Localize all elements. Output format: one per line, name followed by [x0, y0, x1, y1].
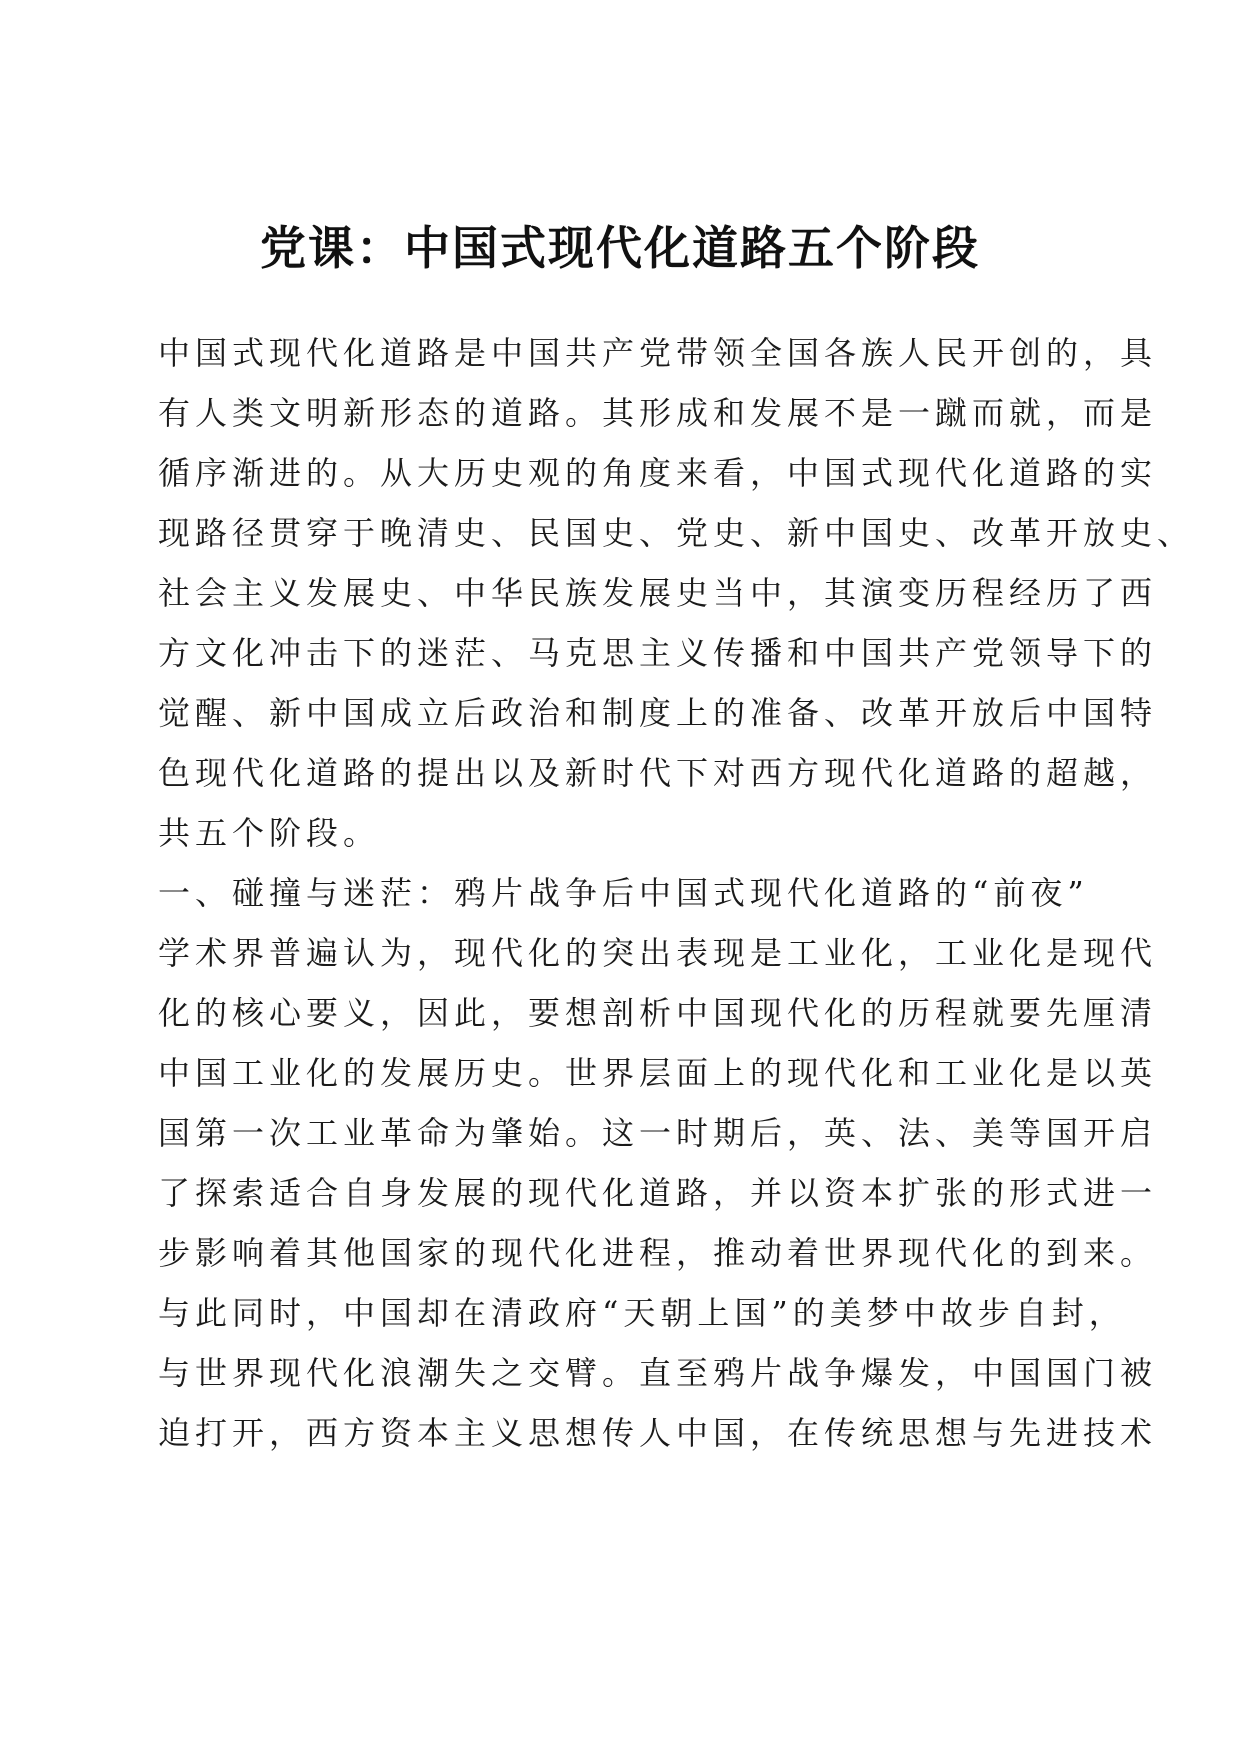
text-line: 迫打开，西方资本主义思想传人中国，在传统思想与先进技术: [158, 1414, 1158, 1452]
text-line: 国第一次工业革命为肇始。这一时期后，英、法、美等国开启: [158, 1114, 1158, 1152]
text-line: 与世界现代化浪潮失之交臂。直至鸦片战争爆发，中国国门被: [158, 1354, 1158, 1392]
text-line: 现路径贯穿于晚清史、民国史、党史、新中国史、改革开放史、: [158, 514, 1195, 552]
text-line: 化的核心要义，因此，要想剖析中国现代化的历程就要先厘清: [158, 994, 1158, 1032]
text-line: 共五个阶段。: [158, 814, 381, 852]
text-line: 有人类文明新形态的道路。其形成和发展不是一蹴而就，而是: [158, 394, 1158, 432]
text-line: 学术界普遍认为，现代化的突出表现是工业化，工业化是现代: [158, 934, 1158, 972]
text-line: 色现代化道路的提出以及新时代下对西方现代化道路的超越，: [158, 754, 1158, 792]
text-line: 中国工业化的发展历史。世界层面上的现代化和工业化是以英: [158, 1054, 1158, 1092]
section-heading: 一、碰撞与迷茫：鸦片战争后中国式现代化道路的“前夜”: [158, 874, 1089, 912]
text-line: 与此同时，中国却在清政府“天朝上国”的美梦中故步自封，: [158, 1294, 1126, 1332]
text-line: 方文化冲击下的迷茫、马克思主义传播和中国共产党领导下的: [158, 634, 1158, 672]
text-line: 觉醒、新中国成立后政治和制度上的准备、改革开放后中国特: [158, 694, 1158, 732]
document-title: 党课：中国式现代化道路五个阶段: [260, 221, 980, 275]
text-line: 了探索适合自身发展的现代化道路，并以资本扩张的形式进一: [158, 1174, 1158, 1212]
text-line: 中国式现代化道路是中国共产党带领全国各族人民开创的，具: [158, 334, 1158, 372]
text-line: 步影响着其他国家的现代化进程，推动着世界现代化的到来。: [158, 1234, 1158, 1272]
document-body: [158, 323, 1195, 1463]
text-line: 循序渐进的。从大历史观的角度来看，中国式现代化道路的实: [158, 454, 1158, 492]
text-line: 社会主义发展史、中华民族发展史当中，其演变历程经历了西: [158, 574, 1158, 612]
